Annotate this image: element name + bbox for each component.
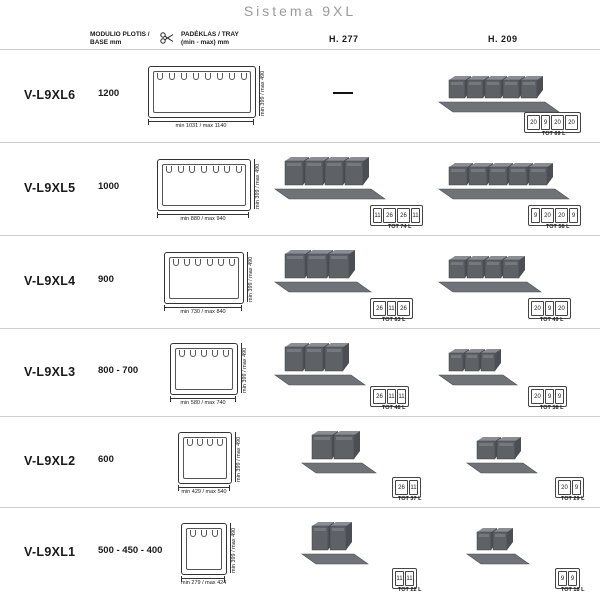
depth-dimension-label: min 399 / max 490 — [260, 70, 266, 116]
h277-bin-capacity: 11 — [405, 571, 414, 586]
width-dimension-label: min 1031 / max 1140 — [175, 123, 227, 129]
depth-dimension-label: min 399 / max 490 — [236, 436, 242, 482]
col-header-h209: H. 209 — [488, 34, 518, 44]
tray-dividers — [157, 73, 247, 79]
model-row — [0, 417, 600, 507]
tray-drawing — [178, 432, 244, 502]
h209-bin-capacity: 9 — [545, 301, 554, 316]
bin — [493, 528, 513, 550]
h277-total-capacity: TOT 22 L — [398, 587, 422, 593]
h277-bin-capacity: 26 — [395, 480, 408, 495]
h209-total-capacity: TOT 49 L — [540, 317, 564, 323]
h209-capacity-badge — [555, 477, 584, 498]
h277-unit-image — [273, 149, 387, 203]
h209-bin-capacity: 20 — [531, 301, 544, 316]
bin — [329, 250, 355, 278]
h209-unit-image — [465, 520, 531, 568]
width-dimension-line — [170, 398, 236, 399]
model-code: V-L9XL6 — [24, 88, 76, 102]
h277-capacity-badge — [370, 386, 409, 407]
h277-bin-capacity: 26 — [383, 208, 396, 223]
h209-bin-capacity: 20 — [527, 115, 540, 130]
h209-total-capacity: TOT 58 L — [546, 224, 570, 230]
width-dimension-line — [157, 214, 249, 215]
h209-unit-image — [437, 68, 561, 116]
h277-total-capacity: TOT 48 L — [382, 405, 406, 411]
tray-base — [439, 282, 541, 292]
h277-bin-capacity: 26 — [397, 208, 410, 223]
base-width: 1200 — [98, 88, 120, 99]
tray-dividers — [166, 166, 242, 172]
tray-dividers — [187, 439, 223, 445]
tray-dividers — [190, 530, 218, 536]
tray-dividers — [179, 350, 229, 356]
h277-capacity-badge — [370, 298, 413, 319]
h209-bin-capacity: 9 — [558, 571, 567, 586]
h209-bin-capacity: 9 — [568, 571, 577, 586]
h277-bin-capacity: 11 — [387, 301, 396, 316]
h209-bin-capacity: 20 — [551, 115, 564, 130]
model-code: V-L9XL5 — [24, 181, 76, 195]
width-dimension-line — [178, 487, 230, 488]
width-dimension-line — [164, 307, 242, 308]
scissors-icon — [160, 31, 174, 49]
model-row — [0, 329, 600, 416]
tray-base — [439, 189, 569, 199]
tray-header — [181, 31, 239, 47]
h209-bin-capacity: 9 — [545, 389, 554, 404]
depth-dimension-label: min 399 / max 490 — [242, 347, 248, 393]
model-code: V-L9XL1 — [24, 545, 76, 559]
model-row — [0, 143, 600, 235]
bin — [325, 343, 349, 371]
tray-base — [439, 102, 559, 112]
base-header — [90, 31, 150, 47]
depth-dimension-label: min 399 / max 490 — [231, 527, 237, 573]
h209-bin-capacity: 20 — [541, 208, 554, 223]
h209-capacity-badge — [524, 112, 581, 133]
h209-bin-capacity: 20 — [531, 389, 544, 404]
tray-base — [275, 282, 371, 292]
base-width: 500 - 450 - 400 — [98, 545, 163, 556]
h209-bin-capacity: 20 — [558, 480, 571, 495]
h277-unit-image — [273, 242, 373, 296]
base-width: 800 - 700 — [98, 364, 139, 376]
h209-bin-capacity: 20 — [555, 301, 568, 316]
tray-outline — [181, 523, 227, 575]
base-width: 600 — [98, 454, 114, 465]
tray-drawing — [164, 252, 256, 322]
h209-bin-capacity: 9 — [555, 389, 564, 404]
h209-unit-image — [437, 341, 519, 389]
model-row — [0, 236, 600, 328]
h277-bin-capacity: 26 — [397, 301, 410, 316]
h209-capacity-badge — [528, 298, 571, 319]
h209-capacity-badge — [528, 205, 581, 226]
h209-unit-image — [437, 155, 571, 203]
tray-outline — [148, 66, 256, 118]
h209-total-capacity: TOT 29 L — [561, 496, 585, 502]
row-divider — [0, 142, 600, 143]
tray-header-line1: PADĖKLAS / TRAY — [181, 31, 239, 38]
h209-capacity-badge — [528, 386, 567, 407]
model-code: V-L9XL3 — [24, 364, 76, 379]
tray-header-line2: (min - max) mm — [181, 39, 230, 46]
h277-bin-capacity: 11 — [395, 571, 404, 586]
base-header-line1: MODULIO PLOTIS / — [90, 31, 150, 38]
h209-bin-capacity: 20 — [555, 208, 568, 223]
header-divider — [0, 49, 600, 50]
h209-unit-image — [437, 248, 543, 296]
h277-bin-capacity: 26 — [373, 301, 386, 316]
base-header-line2: BASE mm — [90, 39, 122, 46]
width-dimension-label: min 580 / max 740 — [180, 399, 226, 406]
h277-capacity-badge — [392, 477, 421, 498]
page-title: Sistema 9XL — [243, 3, 357, 19]
width-dimension-label: min 730 / max 840 — [180, 309, 226, 315]
tray-drawing — [148, 66, 268, 136]
model-code: V-L9XL2 — [24, 454, 76, 468]
row-divider — [0, 328, 600, 329]
h209-capacity-badge — [555, 568, 580, 589]
h209-bin-capacity: 20 — [565, 115, 578, 130]
tray-base — [467, 554, 529, 564]
tray-outline — [157, 159, 251, 211]
base-width: 900 — [98, 274, 114, 285]
tray-outline — [170, 343, 238, 395]
h277-total-capacity: TOT 63 L — [382, 317, 406, 323]
h209-bin-capacity: 9 — [531, 208, 540, 223]
h209-total-capacity: TOT 38 L — [540, 405, 564, 411]
h277-bin-capacity: 26 — [373, 389, 386, 404]
bin — [529, 163, 553, 185]
h277-unit-image — [273, 335, 367, 389]
bin — [334, 431, 360, 459]
h209-total-capacity: TOT 69 L — [542, 131, 566, 137]
tray-drawing — [170, 343, 250, 413]
tray-drawing — [157, 159, 263, 229]
width-dimension-line — [148, 121, 254, 122]
tray-base — [302, 463, 376, 473]
width-dimension-label: min 279 / max 424 — [181, 580, 227, 586]
h277-bin-capacity: 11 — [387, 389, 396, 404]
h277-capacity-badge — [370, 205, 423, 226]
h209-bin-capacity: 9 — [569, 208, 578, 223]
model-row — [0, 508, 600, 598]
bin — [481, 349, 501, 371]
bin — [503, 256, 525, 278]
base-width: 1000 — [98, 181, 120, 192]
width-dimension-label: min 429 / max 540 — [181, 489, 227, 495]
col-header-h277: H. 277 — [329, 34, 359, 44]
depth-dimension-label: min 399 / max 490 — [255, 163, 261, 209]
h277-total-capacity: TOT 37 L — [398, 496, 422, 502]
row-divider — [0, 416, 600, 417]
tray-base — [302, 554, 368, 564]
h209-total-capacity: TOT 18 L — [561, 587, 585, 593]
h277-bin-capacity: 11 — [411, 208, 420, 223]
tray-base — [275, 189, 385, 199]
row-divider — [0, 507, 600, 508]
h209-unit-image — [465, 429, 539, 477]
depth-dimension-label: min 399 / max 490 — [248, 256, 254, 302]
bin — [345, 157, 369, 185]
h277-total-capacity: TOT 74 L — [388, 224, 412, 230]
bin — [497, 437, 521, 459]
model-code: V-L9XL4 — [24, 274, 76, 288]
tray-drawing — [181, 523, 239, 593]
bin — [521, 76, 543, 98]
h277-capacity-badge — [392, 568, 417, 589]
width-dimension-line — [181, 578, 225, 579]
bin — [330, 522, 352, 550]
tray-base — [467, 463, 537, 473]
width-dimension-label: min 880 / max 940 — [180, 216, 226, 222]
model-row — [0, 50, 600, 142]
h277-unit-image — [300, 423, 378, 477]
h277-bin-capacity: 11 — [409, 480, 418, 495]
tray-base — [275, 375, 365, 385]
tray-outline — [178, 432, 232, 484]
h277-unit-image — [300, 514, 370, 568]
row-divider — [0, 235, 600, 236]
h209-bin-capacity: 9 — [572, 480, 581, 495]
not-available-dash — [333, 92, 353, 94]
tray-outline — [164, 252, 244, 304]
h277-bin-capacity: 11 — [373, 208, 382, 223]
tray-base — [439, 375, 517, 385]
tray-dividers — [173, 259, 235, 265]
h209-bin-capacity: 9 — [541, 115, 550, 130]
h277-bin-capacity: 11 — [397, 389, 406, 404]
